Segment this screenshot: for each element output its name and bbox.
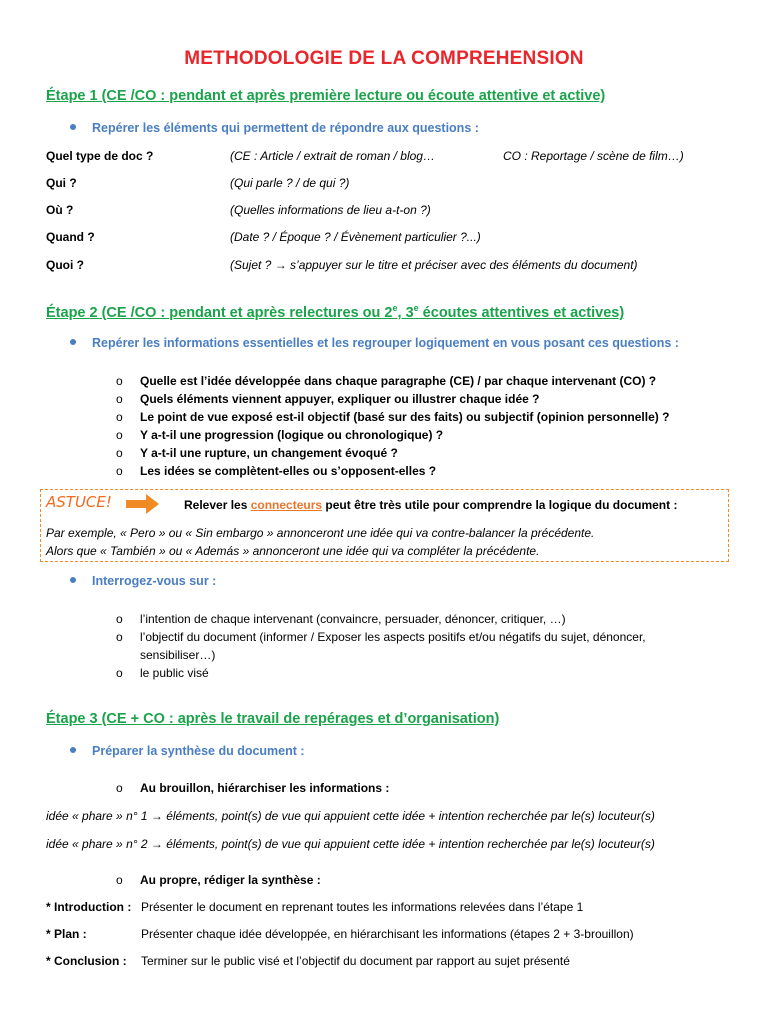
- astuce-lead: [184, 498, 677, 512]
- final-plan: [46, 927, 634, 941]
- list-item: [116, 446, 398, 460]
- idee-phare-2: idée « phare » n° 2 → éléments, point(s) de vue qui appuient cette idée + intention recherchée par le(s) locuteur(s): [46, 837, 655, 851]
- list-item-text: Au brouillon, hiérarchiser les informations :: [140, 781, 390, 795]
- list-item: [116, 374, 656, 388]
- list-item-text: Y a-t-il une rupture, un changement évoqué ?: [140, 446, 398, 460]
- circle-bullet-icon: o: [116, 781, 123, 795]
- bullet-icon: [70, 339, 76, 345]
- list-item-text: l’intention de chaque intervenant (convaincre, persuader, dénoncer, critiquer, …): [140, 612, 566, 626]
- lead-text: peut être très utile pour comprendre la logique du document :: [322, 498, 678, 512]
- final-introduction: [46, 900, 583, 914]
- etape-2-bullet: [70, 336, 679, 350]
- etape-1-bullet: [70, 121, 479, 135]
- circle-bullet-icon: o: [116, 374, 123, 388]
- list-item: [116, 630, 646, 644]
- list-item: [116, 873, 321, 887]
- final-label: * Plan :: [46, 927, 87, 941]
- final-label: * Conclusion :: [46, 954, 127, 968]
- final-text: Terminer sur le public visé et l’objectif du document par rapport au sujet présenté: [141, 954, 570, 968]
- bullet-text: Interrogez-vous sur :: [92, 574, 217, 588]
- heading-part: , 3: [397, 304, 414, 321]
- list-item-text: Le point de vue exposé est-il objectif (basé sur des faits) ou subjectif (opinion personnelle) ?: [140, 410, 670, 424]
- circle-bullet-icon: o: [116, 612, 123, 626]
- final-text: Présenter le document en reprenant toutes les informations relevées dans l’étape 1: [141, 900, 584, 914]
- etape-2-heading: [46, 303, 624, 321]
- final-label: * Introduction :: [46, 900, 132, 914]
- astuce-example-2: Alors que « También » ou « Además » annonceront une idée qui va compléter la précédente.: [46, 544, 540, 558]
- bullet-icon: [70, 747, 76, 753]
- list-item-text: Quels éléments viennent appuyer, expliquer ou illustrer chaque idée ?: [140, 392, 540, 406]
- final-conclusion: [46, 954, 570, 968]
- bullet-icon: [70, 124, 76, 130]
- connecteurs-link: connecteurs: [250, 498, 323, 512]
- list-item: [116, 666, 209, 680]
- final-text: Présenter chaque idée développée, en hiérarchisant les informations (étapes 2 + 3-brouillon): [141, 927, 634, 941]
- interrogez-bullet: [70, 574, 216, 588]
- question-label: Quel type de doc ?: [46, 149, 154, 163]
- question-label: Où ?: [46, 203, 74, 217]
- list-item: [116, 410, 669, 424]
- superscript: e: [413, 303, 419, 313]
- circle-bullet-icon: o: [116, 392, 123, 406]
- list-item: [116, 392, 539, 406]
- list-item-text: Les idées se complètent-elles ou s’opposent-elles ?: [140, 464, 437, 478]
- list-item-continued: sensibiliser…): [140, 648, 216, 662]
- lead-text: Relever les: [184, 498, 251, 512]
- page-title: METHODOLOGIE DE LA COMPREHENSION: [184, 48, 584, 69]
- heading-part: écoutes attentives et actives): [418, 304, 625, 321]
- circle-bullet-icon: o: [116, 446, 123, 460]
- list-item: [116, 428, 443, 442]
- question-hint: (Quelles informations de lieu a-t-on ?): [230, 203, 431, 217]
- bullet-text: Préparer la synthèse du document :: [92, 744, 305, 758]
- superscript: e: [392, 303, 398, 313]
- list-item: [116, 781, 389, 795]
- question-hint: (Sujet ? → s’appuyer sur le titre et préciser avec des éléments du document): [230, 258, 638, 272]
- list-item-text: l’objectif du document (informer / Exposer les aspects positifs et/ou négatifs du sujet, dénoncer,: [140, 630, 646, 644]
- circle-bullet-icon: o: [116, 873, 123, 887]
- etape-3-heading: Étape 3 (CE + CO : après le travail de repérages et d’organisation): [46, 711, 500, 727]
- list-item-text: le public visé: [140, 666, 209, 680]
- question-hint: (Date ? / Époque ? / Évènement particulier ?...): [230, 230, 481, 244]
- list-item-text: Quelle est l’idée développée dans chaque paragraphe (CE) / par chaque intervenant (CO) ?: [140, 374, 657, 388]
- idee-phare-1: idée « phare » n° 1 → éléments, point(s) de vue qui appuient cette idée + intention recherchée par le(s) locuteur(s): [46, 809, 655, 823]
- circle-bullet-icon: o: [116, 410, 123, 424]
- question-hint: (Qui parle ? / de qui ?): [230, 176, 350, 190]
- question-label: Qui ?: [46, 176, 77, 190]
- question-label: Quand ?: [46, 230, 95, 244]
- list-item-text: Y a-t-il une progression (logique ou chronologique) ?: [140, 428, 444, 442]
- list-item: [116, 464, 436, 478]
- etape-1-heading: Étape 1 (CE /CO : pendant et après première lecture ou écoute attentive et active): [46, 88, 606, 104]
- bullet-text: Repérer les éléments qui permettent de répondre aux questions :: [92, 121, 479, 135]
- circle-bullet-icon: o: [116, 428, 123, 442]
- question-hint-co: CO : Reportage / scène de film…): [503, 149, 684, 163]
- circle-bullet-icon: o: [116, 630, 123, 644]
- arrow-right-icon: [126, 494, 160, 514]
- circle-bullet-icon: o: [116, 464, 123, 478]
- list-item: [116, 612, 566, 626]
- bullet-text: Repérer les informations essentielles et les regrouper logiquement en vous posant ces questions :: [92, 336, 679, 350]
- heading-part: Étape 2 (CE /CO : pendant et après relectures ou 2: [46, 304, 393, 321]
- astuce-example-1: Par exemple, « Pero » ou « Sin embargo » annonceront une idée qui va contre-balancer la précédente.: [46, 526, 595, 540]
- astuce-tag: ASTUCE!: [46, 493, 112, 511]
- question-label: Quoi ?: [46, 258, 84, 272]
- list-item-text: Au propre, rédiger la synthèse :: [140, 873, 321, 887]
- circle-bullet-icon: o: [116, 666, 123, 680]
- question-hint: (CE : Article / extrait de roman / blog…: [230, 149, 435, 163]
- etape-3-bullet: [70, 744, 305, 758]
- bullet-icon: [70, 577, 76, 583]
